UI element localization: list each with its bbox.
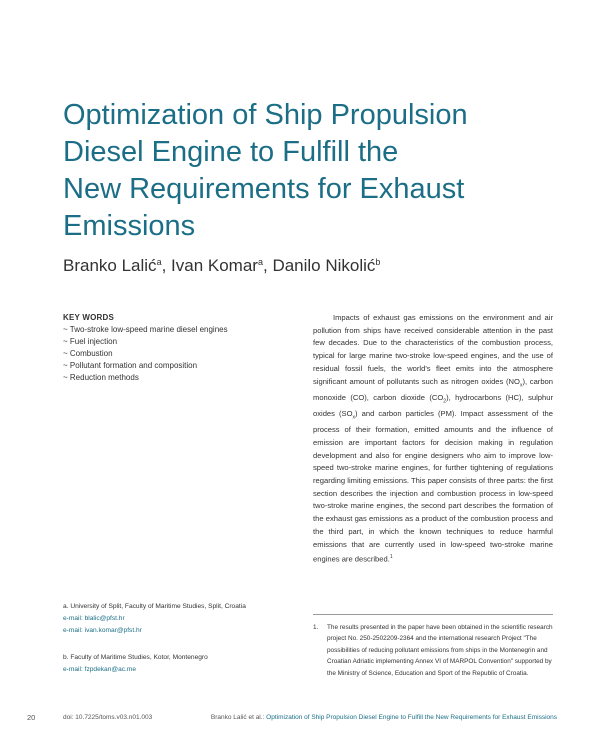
keywords-block xyxy=(63,312,293,384)
doi[interactable]: doi: 10.7225/toms.v03.n01.003 xyxy=(63,714,153,721)
title-line: New Requirements for Exhaust xyxy=(63,173,465,205)
email-link[interactable]: e-mail: ivan.komar@pfst.hr xyxy=(63,627,142,634)
email-link[interactable]: e-mail: blalic@pfst.hr xyxy=(63,615,125,622)
citation-authors: Branko Lalić et al.: xyxy=(210,714,267,721)
footnote-divider xyxy=(313,614,553,615)
abstract-text: ), hydrocarbons (HC), sulphur oxides (SO xyxy=(313,392,553,418)
author-affiliation-mark: b xyxy=(375,257,381,267)
abstract-text: ) and carbon particles (PM). Impact assessment of the process of their formation, emitted amounts and the influence of emission are important factors for decision making in regulation development and also for engine designers who aim to improve low-speed two-stroke marine engines, for further tightening of regulations regarding limiting emissions. This paper consists of three parts: the first section describes the injection and combustion process in low-speed two-stroke marine engines, the second part describes the formation of the exhaust gas emissions as a product of the combustion process and the third part, in which the known techniques to reduce harmful emissions that are currently used in low-speed two-stroke marine engines are described. xyxy=(313,408,554,564)
keyword-item: ~ Fuel injection xyxy=(63,337,118,346)
email-link[interactable]: e-mail: fzpdekan@ac.me xyxy=(63,666,137,673)
affiliations xyxy=(63,601,293,676)
keyword-item: ~ Two-stroke low-speed marine diesel engines xyxy=(63,325,228,334)
title-line: Emissions xyxy=(63,210,196,242)
abstract-text: Impacts of exhaust gas emissions on the environment and air pollution from ships have received considerable attention in the past few decades. Due to the characteristics of the combustion process, typical for large marine two-stroke low-speed engines, and the use of residual fossil fuels, the world's fleet emits into the atmosphere significant amount of pollutants such as nitrogen oxides (NO xyxy=(313,313,553,386)
affiliation-a: a. University of Split, Faculty of Maritime Studies, Split, Croatia xyxy=(63,603,246,610)
abstract-paragraph xyxy=(313,312,553,566)
keyword-item: ~ Combustion xyxy=(63,349,113,358)
footnote-number: 1. xyxy=(313,624,319,631)
author-name: Branko Lalić xyxy=(63,256,157,275)
author-name: Danilo Nikolić xyxy=(272,256,376,275)
footnote-text: The results presented in the paper have been obtained in the scientific research project No. 250-2502209-2364 and the international research Project "The possibilities of reducing pollutant emissions from ships in the Montenegrin and Croatian Adriatic implementing Annex VI of MARPOL Convention" supported by the Ministry of Science, Education and Sport of the Republic of Croatia. xyxy=(327,624,553,677)
abstract-text: ), carbon monoxide (CO), carbon dioxide (CO xyxy=(313,376,553,402)
keywords-heading: KEY WORDS xyxy=(63,313,114,322)
footnote xyxy=(313,622,555,679)
keyword-item: ~ Reduction methods xyxy=(63,373,139,382)
keyword-item: ~ Pollutant formation and composition xyxy=(63,361,198,370)
author-separator: , xyxy=(161,256,172,275)
footnote-reference[interactable]: 1 xyxy=(389,554,393,561)
abstract-subscript: x xyxy=(352,414,356,421)
abstract xyxy=(313,312,553,566)
author-separator: , xyxy=(262,256,273,275)
page-number: 20 xyxy=(27,713,36,722)
title-line: Diesel Engine to Fulfill the xyxy=(63,136,399,168)
abstract-subscript: 2 xyxy=(443,398,447,405)
author-name: Ivan Komar xyxy=(171,256,258,275)
citation-title: Optimization of Ship Propulsion Diesel Engine to Fulfill the New Requirements for Exhaust Emissions xyxy=(266,714,557,721)
author-list xyxy=(63,256,380,276)
running-citation xyxy=(211,714,557,721)
title-line: Optimization of Ship Propulsion xyxy=(63,99,468,131)
article-title xyxy=(63,97,563,245)
author-affiliation-mark: a xyxy=(257,257,263,267)
affiliation-b: b. Faculty of Maritime Studies, Kotor, Montenegro xyxy=(63,654,208,661)
author-affiliation-mark: a xyxy=(156,257,162,267)
abstract-subscript: x xyxy=(519,382,523,389)
